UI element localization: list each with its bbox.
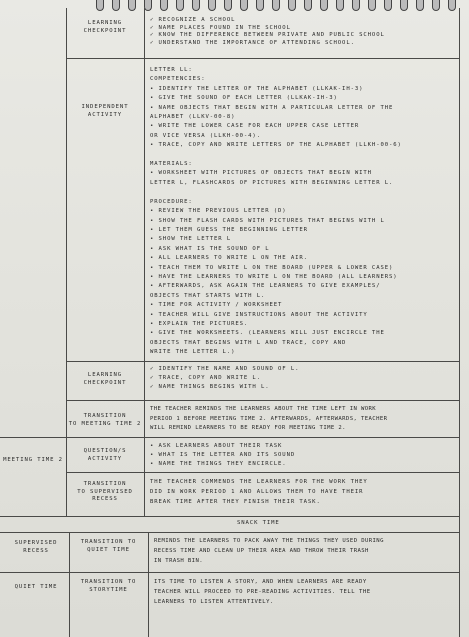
- transition-supervised-content: THE TEACHER COMMENDS THE LEARNERS FOR THE WORK THEY DID IN WORK PERIOD 1 AND ALLOWS THEM TO HAVE THEIR BREAK TIME AFTER THEY FINISH THEIR TASK.: [150, 479, 368, 505]
- grid-line: [66, 8, 67, 516]
- supervised-recess-content: REMINDS THE LEARNERS TO PACK AWAY THE THINGS THEY USED DURING RECESS TIME AND CLEAN UP THEIR AREA AND THROW THEIR TRASH IN TRASH BIN.: [154, 538, 384, 564]
- learning-checkpoint-label: LEARNING CHECKPOINT: [83, 20, 127, 34]
- quiet-time-section: QUIET TIME: [14, 584, 58, 590]
- list-item: ✓ KNOW THE DIFFERENCE BETWEEN PRIVATE AND PUBLIC SCHOOL: [150, 32, 385, 39]
- learning-checkpoint-list: [150, 17, 385, 47]
- grid-line: [0, 572, 459, 573]
- list-item: ✓ IDENTIFY THE NAME AND SOUND OF L.: [150, 366, 300, 372]
- transition-quiet-label: TRANSITION TO QUIET TIME: [80, 539, 137, 553]
- grid-line: [66, 472, 459, 473]
- transition-storytime-label: TRANSITION TO STORYTIME: [80, 579, 137, 593]
- grid-line: [144, 8, 145, 516]
- grid-line: [66, 400, 459, 401]
- independent-activity-content: LETTER LL: COMPETENCIES: • IDENTIFY THE LETTER OF THE ALPHABET (LLKAK-IH-3) • GIVE THE SOUND OF EACH LETTER (LLKAK-IH-3) • NAME OBJECTS THAT BEGIN WITH A PARTICULAR LETTER OF THE ALPHABET (LLKV-00-8) • WRITE THE LOWER CASE FOR EACH UPPER CASE LETTER OR VICE VERSA (LLKH-00-4). • TRACE, COPY AND WRITE LETTERS OF THE ALPHABET (LLKH-00-6) MATERIALS: • WORKSHEET WITH PICTURES OF OBJECTS THAT BEGIN WITH LETTER L, FLASHCARDS OF PICTURES WITH BEGINNING LETTER L. PROCEDURE: • REVIEW THE PREVIOUS LETTER (D) • SHOW THE FLASH CARDS WITH PICTURES THAT BEGINS WITH L • LET THEM GUESS THE BEGINNING LETTER • SHOW THE LETTER L • ASK WHAT IS THE SOUND OF L • ALL LEARNERS TO WRITE L ON THE AIR. • TEACH THEM TO WRITE L ON THE BOARD (UPPER & LOWER CASE) • HAVE THE LEARNERS TO WRITE L ON THE BOARD (ALL LEARNERS) • AFTERWARDS, ASK AGAIN THE LEARNERS TO GIVE EXAMPLES/ OBJECTS THAT STARTS WITH L. • TIME FOR ACTIVITY / WORKSHEET • TEACHER WILL GIVE INSTRUCTIONS ABOUT THE ACTIVITY • EXPLAIN THE PICTURES. • GIVE THE WORKSHEETS. (LEARNERS WILL JUST ENCIRCLE THE OBJECTS THAT BEGINS WITH L AND TRACE, COPY AND WRITE THE LETTER L.): [150, 67, 402, 356]
- supervised-recess-section: SUPERVISED RECESS: [14, 540, 58, 554]
- grid-line: [0, 532, 459, 533]
- learning-checkpoint-2-label: LEARNING CHECKPOINT: [83, 372, 127, 386]
- question-activity-label: QUESTION/S ACTIVITY: [83, 448, 127, 462]
- snack-time-label: SNACK TIME: [237, 520, 280, 526]
- learning-checkpoint-2-list: [150, 365, 299, 392]
- grid-line: [148, 532, 149, 637]
- grid-line: [0, 516, 459, 517]
- grid-line: [66, 361, 459, 362]
- list-item: ✓ NAME PLACES FOUND IN THE SCHOOL: [150, 24, 291, 31]
- grid-line: [0, 437, 459, 438]
- list-item: ✓ RECOGNIZE A SCHOOL: [150, 17, 236, 23]
- quiet-time-content: ITS TIME TO LISTEN A STORY, AND WHEN LEARNERS ARE READY TEACHER WILL PROCEED TO PRE-READING ACTIVITIES. TELL THE LEARNERS TO LISTEN ATTENTIVELY.: [154, 579, 371, 605]
- grid-line: [66, 58, 459, 59]
- list-item: ✓ UNDERSTAND THE IMPORTANCE OF ATTENDING SCHOOL.: [150, 39, 355, 46]
- grid-line: [459, 8, 460, 637]
- meeting-time-2-section: MEETING TIME 2: [3, 457, 63, 463]
- transition-meeting-content: THE TEACHER REMINDS THE LEARNERS ABOUT THE TIME LEFT IN WORK PERIOD 1 BEFORE MEETING TIME 2. AFTERWARDS, AFTERWARDS, TEACHER WILL REMIND LEARNERS TO BE READY FOR MEETING TIME 2.: [150, 406, 388, 431]
- question-activity-content: • ASK LEARNERS ABOUT THEIR TASK • WHAT IS THE LETTER AND ITS SOUND • NAME THE THINGS THEY ENCIRCLE.: [150, 443, 296, 467]
- transition-supervised-label: TRANSITION TO SUPERVISED RECESS: [77, 481, 133, 503]
- independent-activity-label: INDEPENDENT ACTIVITY: [81, 104, 129, 118]
- list-item: ✓ NAME THINGS BEGINS WITH L.: [150, 384, 270, 390]
- spiral-binding: [0, 0, 469, 12]
- list-item: ✓ TRACE, COPY AND WRITE L.: [150, 375, 261, 381]
- transition-meeting-label: TRANSITION TO MEETING TIME 2: [68, 413, 142, 427]
